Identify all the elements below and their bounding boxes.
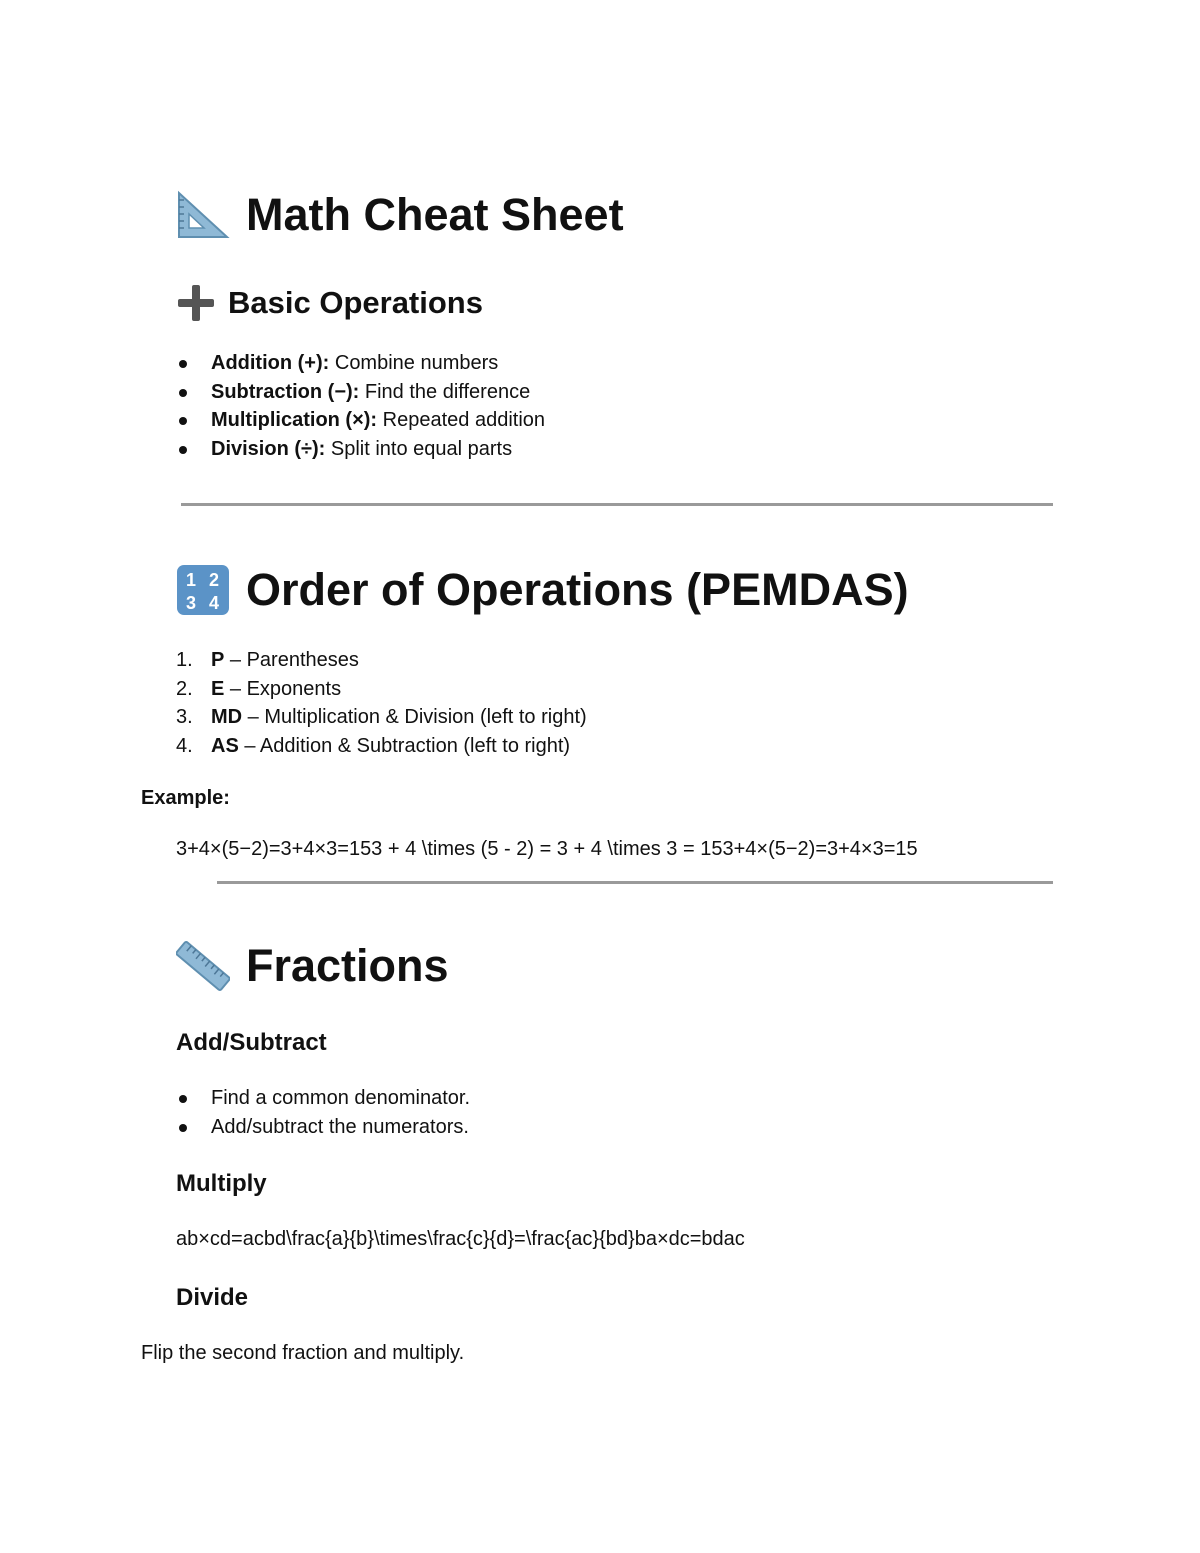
triangular-ruler-icon (176, 190, 230, 240)
list-item-desc: Split into equal parts (325, 437, 513, 460)
basic-operations-heading (176, 283, 483, 323)
list-item-desc: – Addition & Subtraction (left to right) (238, 734, 571, 757)
list-item-term: E (211, 677, 225, 700)
list-item-desc: Combine numbers (329, 352, 499, 374)
list-item-number: 2. (176, 677, 193, 700)
straight-ruler-icon (176, 940, 230, 992)
list-item (176, 675, 587, 704)
page-title-text: Math Cheat Sheet (246, 189, 624, 240)
pemdas-heading (176, 563, 909, 617)
divide-heading: Divide (176, 1284, 249, 1311)
example-expression: 3+4×(5−2)=3+4×3=153 + 4 \times (5 - 2) = 3 + 4 \times 3 = 153+4×(5−2)=3+4×3=15 (176, 838, 918, 860)
list-item (176, 378, 545, 407)
multiply-expression: ab×cd=acbd\frac{a}{b}\times\frac{c}{d}=\frac{ac}{bd}ba×dc=bdac (176, 1228, 745, 1250)
list-item-term: Addition (+): (211, 352, 330, 374)
list-item (176, 349, 545, 378)
pemdas-heading-text: Order of Operations (PEMDAS) (246, 564, 909, 615)
horizontal-rule (181, 503, 1053, 506)
list-item-desc: Repeated addition (377, 409, 546, 431)
fractions-heading (176, 939, 449, 993)
list-item (176, 1113, 470, 1142)
bullet (179, 1095, 187, 1103)
bullet (179, 360, 187, 368)
heavy-plus-icon (176, 283, 216, 323)
list-item-text: Add/subtract the numerators. (211, 1115, 469, 1138)
list-item (176, 703, 587, 732)
example-label: Example: (141, 787, 230, 809)
multiply-heading: Multiply (176, 1170, 267, 1197)
list-item-term: Division (÷): (211, 437, 326, 460)
horizontal-rule (217, 881, 1053, 884)
list-item-number: 3. (176, 706, 193, 728)
page-title (176, 188, 624, 242)
bullet (179, 417, 187, 425)
list-item (176, 406, 545, 435)
bullet (179, 1124, 187, 1132)
list-item-number: 1. (176, 649, 193, 671)
list-item-text: Find a common denominator. (211, 1087, 471, 1109)
list-item (176, 732, 587, 761)
list-item-desc: Find the difference (359, 380, 531, 403)
list-item-term: P (211, 649, 225, 671)
icon-digit: 3 (185, 593, 197, 613)
list-item-term: MD (211, 706, 243, 728)
list-item-term: Subtraction (−): (211, 380, 360, 403)
add-subtract-heading: Add/Subtract (176, 1029, 327, 1056)
list-item (176, 646, 587, 675)
input-numbers-icon (176, 564, 230, 616)
icon-digit: 1 (185, 570, 197, 590)
list-item (176, 435, 545, 464)
icon-digit: 4 (208, 593, 220, 613)
pemdas-list (176, 646, 587, 760)
basic-operations-list (176, 349, 545, 463)
icon-digit: 2 (208, 570, 220, 590)
fractions-heading-text: Fractions (246, 940, 449, 991)
divide-text: Flip the second fraction and multiply. (141, 1342, 465, 1364)
list-item-term: Multiplication (×): (211, 409, 378, 431)
list-item-desc: – Multiplication & Division (left to right) (242, 706, 587, 728)
list-item-number: 4. (176, 734, 193, 757)
bullet (179, 389, 187, 397)
basic-operations-heading-text: Basic Operations (228, 285, 483, 320)
add-subtract-list (176, 1084, 470, 1141)
bullet (179, 446, 187, 454)
list-item-term: AS (211, 734, 239, 757)
list-item (176, 1084, 470, 1113)
list-item-desc: – Parentheses (224, 649, 359, 671)
list-item-desc: – Exponents (224, 677, 342, 700)
